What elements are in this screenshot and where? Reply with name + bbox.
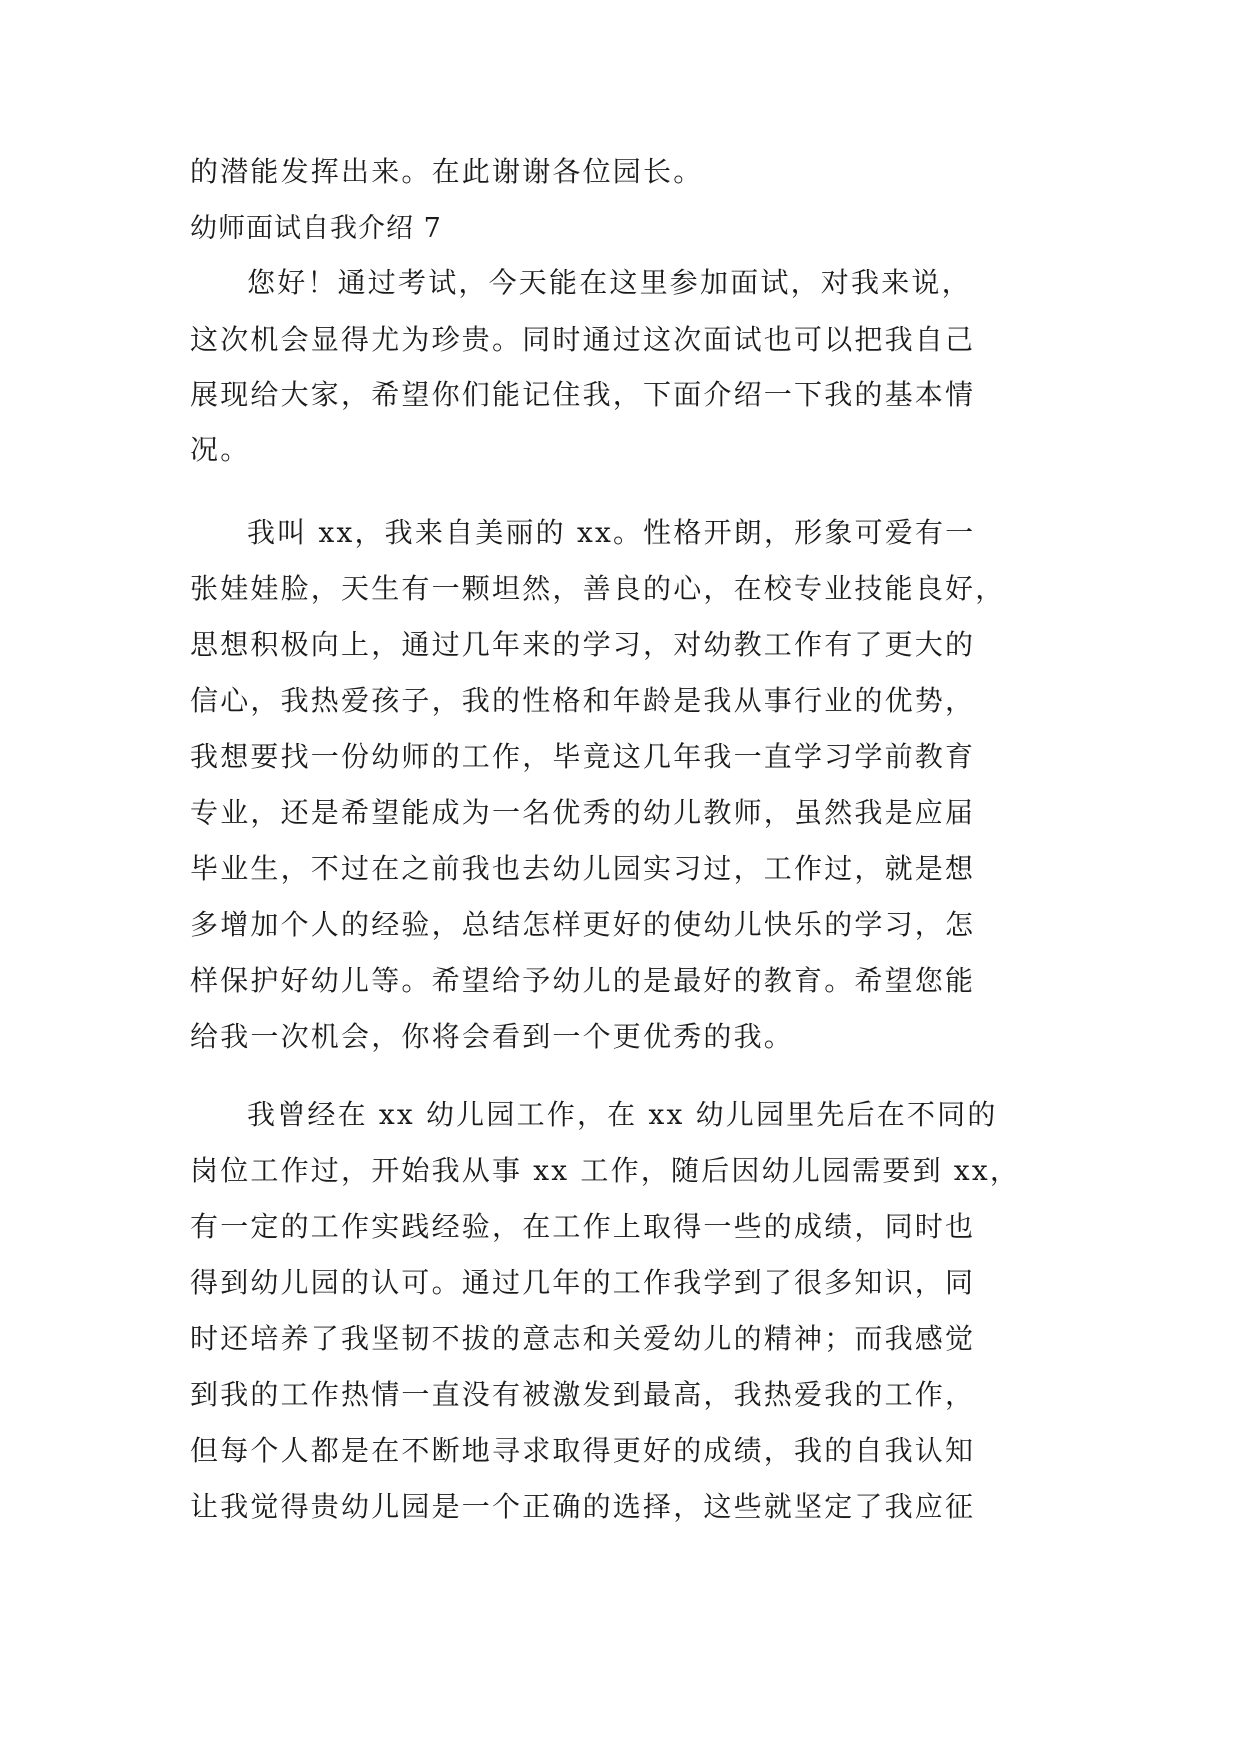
text-line: 毕业生，不过在之前我也去幼儿园实习过，工作过，就是想 [190, 852, 976, 885]
text-line: 有一定的工作实践经验，在工作上取得一些的成绩，同时也 [190, 1210, 976, 1243]
text-line: 多增加个人的经验，总结怎样更好的使幼儿快乐的学习，怎 [190, 908, 976, 941]
text-line: 专业，还是希望能成为一名优秀的幼儿教师，虽然我是应届 [190, 796, 976, 829]
text-line: 这次机会显得尤为珍贵。同时通过这次面试也可以把我自己 [190, 323, 976, 356]
text-line: 张娃娃脸，天生有一颗坦然，善良的心，在校专业技能良好， [190, 572, 1006, 605]
text-line: 到我的工作热情一直没有被激发到最高，我热爱我的工作， [190, 1378, 976, 1411]
text-line: 信心，我热爱孩子，我的性格和年龄是我从事行业的优势， [190, 684, 976, 717]
text-line: 的潜能发挥出来。在此谢谢各位园长。 [190, 155, 704, 188]
text-line: 给我一次机会，你将会看到一个更优秀的我。 [190, 1020, 795, 1053]
text-line: 但每个人都是在不断地寻求取得更好的成绩，我的自我认知 [190, 1434, 976, 1467]
text-line: 展现给大家，希望你们能记住我，下面介绍一下我的基本情 [190, 378, 976, 411]
text-line: 岗位工作过，开始我从事 xx 工作，随后因幼儿园需要到 xx， [190, 1154, 1021, 1187]
text-line: 思想积极向上，通过几年来的学习，对幼教工作有了更大的 [190, 628, 976, 661]
text-line: 况。 [190, 433, 251, 466]
paragraph-first-line: 我叫 xx，我来自美丽的 xx。性格开朗，形象可爱有一 [247, 516, 976, 549]
text-line: 让我觉得贵幼儿园是一个正确的选择，这些就坚定了我应征 [190, 1490, 976, 1523]
paragraph-first-line: 我曾经在 xx 幼儿园工作，在 xx 幼儿园里先后在不同的 [247, 1098, 998, 1131]
text-line: 样保护好幼儿等。希望给予幼儿的是最好的教育。希望您能 [190, 964, 976, 997]
text-line: 我想要找一份幼师的工作，毕竟这几年我一直学习学前教育 [190, 740, 976, 773]
text-line: 得到幼儿园的认可。通过几年的工作我学到了很多知识，同 [190, 1266, 976, 1299]
text-line: 时还培养了我坚韧不拔的意志和关爱幼儿的精神；而我感觉 [190, 1322, 976, 1355]
section-heading: 幼师面试自我介绍 7 [190, 213, 442, 244]
paragraph-first-line: 您好！通过考试，今天能在这里参加面试，对我来说， [247, 266, 972, 299]
